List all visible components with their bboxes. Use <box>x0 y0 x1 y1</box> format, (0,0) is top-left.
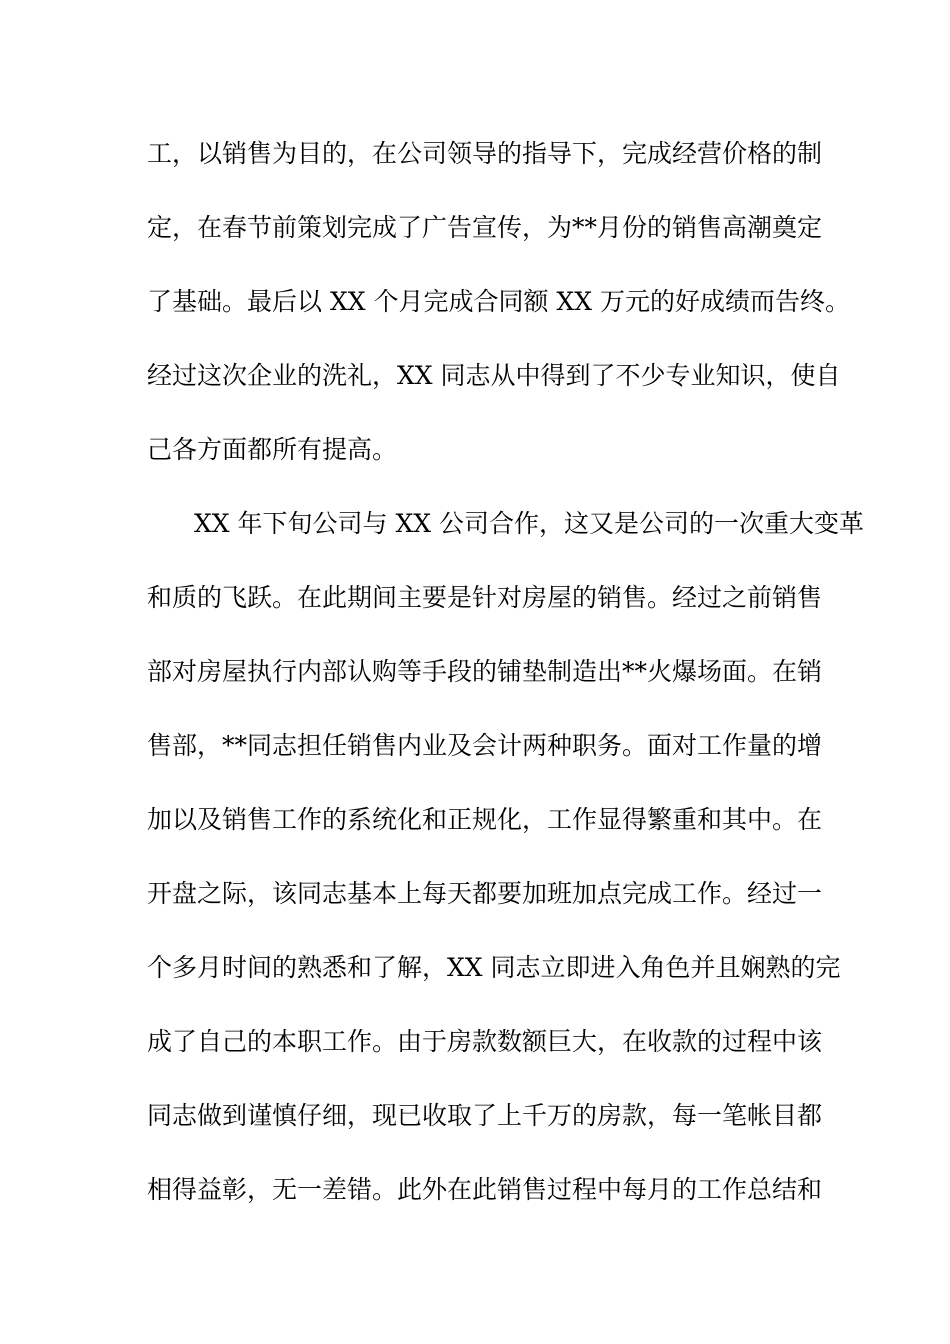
text-line: 经过这次企业的洗礼，XX 同志从中得到了不少专业知识，使自 <box>147 361 841 390</box>
text-line: 成了自己的本职工作。由于房款数额巨大，在收款的过程中该 <box>147 1027 823 1056</box>
text-line: 加以及销售工作的系统化和正规化，工作显得繁重和其中。在 <box>147 805 823 834</box>
text-line: 己各方面都所有提高。 <box>147 435 398 464</box>
text-line: XX 年下旬公司与 XX 公司合作，这又是公司的一次重大变革 <box>194 509 865 538</box>
paragraph-2 <box>147 494 865 1234</box>
text-line: 定，在春节前策划完成了广告宣传，为**月份的销售高潮奠定 <box>147 213 823 242</box>
text-line: 个多月时间的熟悉和了解，XX 同志立即进入角色并且娴熟的完 <box>147 953 841 982</box>
text-line: 售部，**同志担任销售内业及会计两种职务。面对工作量的增 <box>147 731 823 760</box>
document-body <box>147 124 865 1234</box>
paragraph-1 <box>147 124 850 494</box>
text-line: 开盘之际，该同志基本上每天都要加班加点完成工作。经过一 <box>147 879 823 908</box>
text-line: 工，以销售为目的，在公司领导的指导下，完成经营价格的制 <box>147 139 823 168</box>
text-line: 同志做到谨慎仔细，现已收取了上千万的房款，每一笔帐目都 <box>147 1101 823 1130</box>
text-line: 和质的飞跃。在此期间主要是针对房屋的销售。经过之前销售 <box>147 583 823 612</box>
text-line: 相得益彰，无一差错。此外在此销售过程中每月的工作总结和 <box>147 1175 823 1204</box>
text-line: 了基础。最后以 XX 个月完成合同额 XX 万元的好成绩而告终。 <box>147 287 850 316</box>
text-line: 部对房屋执行内部认购等手段的铺垫制造出**火爆场面。在销 <box>147 657 823 686</box>
